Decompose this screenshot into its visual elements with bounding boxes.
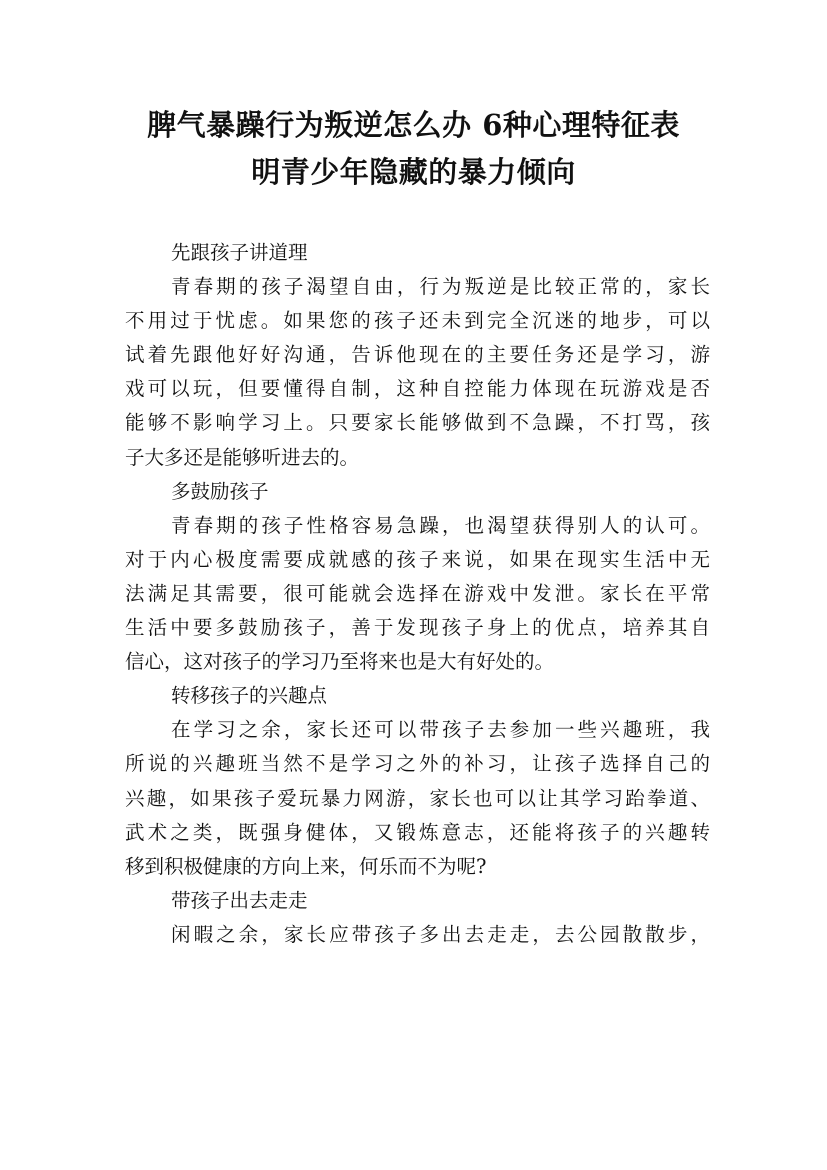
paragraph-line: 能够不影响学习上。只要家长能够做到不急躁，不打骂，孩 xyxy=(125,411,710,435)
section-heading: 带孩子出去走走 xyxy=(171,888,308,912)
paragraph-line: 在学习之余，家长还可以带孩子去参加一些兴趣班，我 xyxy=(171,718,710,742)
title-line: 脾气暴躁行为叛逆怎么办 6种心理特征表 xyxy=(147,108,680,142)
paragraph-line: 法满足其需要，很可能就会选择在游戏中发泄。家长在平常 xyxy=(125,581,710,605)
paragraph-line: 生活中要多鼓励孩子，善于发现孩子身上的优点，培养其自 xyxy=(125,616,710,640)
paragraph-line: 闲暇之余，家长应带孩子多出去走走，去公园散散步， xyxy=(171,922,710,946)
section-heading: 先跟孩子讲道理 xyxy=(171,241,308,264)
section-heading: 转移孩子的兴趣点 xyxy=(171,684,328,708)
paragraph-line: 对于内心极度需要成就感的孩子来说，如果在现实生活中无 xyxy=(125,547,710,571)
document-title xyxy=(90,102,737,196)
title-line: 明青少年隐藏的暴力倾向 xyxy=(251,155,576,189)
paragraph-line: 武术之类，既强身健体，又锻炼意志，还能将孩子的兴趣转 xyxy=(125,820,710,844)
paragraph-line: 青春期的孩子性格容易急躁，也渴望获得别人的认可。 xyxy=(171,513,710,537)
paragraph-line: 戏可以玩，但要懂得自制，这种自控能力体现在玩游戏是否 xyxy=(125,377,710,401)
paragraph-line: 青春期的孩子渴望自由，行为叛逆是比较正常的，家长 xyxy=(171,275,710,299)
paragraph-line: 试着先跟他好好沟通，告诉他现在的主要任务还是学习，游 xyxy=(125,343,710,367)
paragraph-line: 子大多还是能够听进去的。 xyxy=(125,445,360,469)
document-body xyxy=(125,236,710,952)
paragraph-line: 移到积极健康的方向上来，何乐而不为呢? xyxy=(125,854,487,878)
paragraph-line: 不用过于忧虑。如果您的孩子还未到完全沉迷的地步，可以 xyxy=(125,309,710,333)
paragraph-line: 信心，这对孩子的学习乃至将来也是大有好处的。 xyxy=(125,650,555,674)
paragraph-line: 所说的兴趣班当然不是学习之外的补习，让孩子选择自己的 xyxy=(125,752,710,776)
section-heading: 多鼓励孩子 xyxy=(171,479,269,503)
paragraph-line: 兴趣，如果孩子爱玩暴力网游，家长也可以让其学习跆拳道、 xyxy=(125,786,710,810)
